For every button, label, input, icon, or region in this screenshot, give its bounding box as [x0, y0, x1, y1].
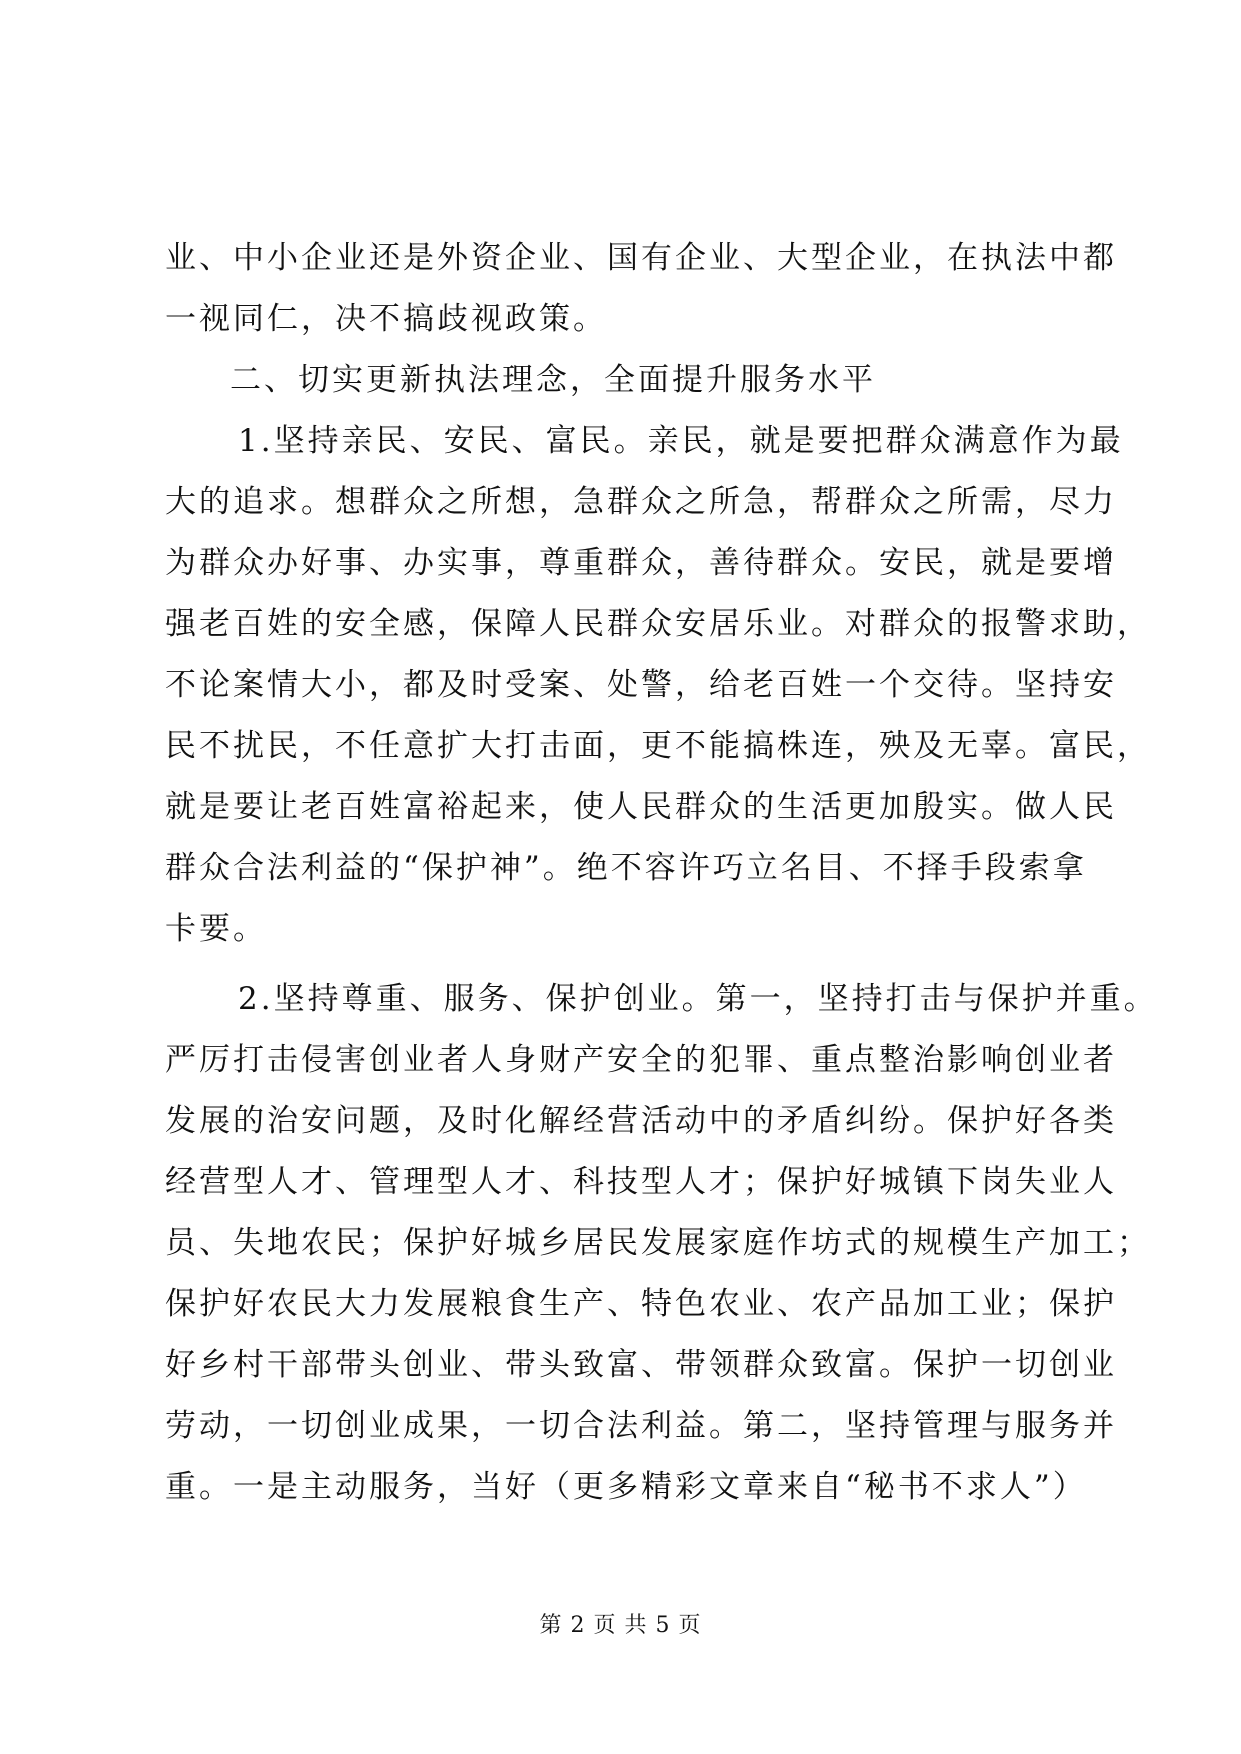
page-number-footer: 第 2 页 共 5 页 — [539, 1613, 702, 1638]
paragraph-1-line: 大的追求。想群众之所想，急群众之所急，帮群众之所需，尽力 — [165, 484, 1117, 520]
paragraph-1 — [165, 411, 1151, 960]
paragraph-1-line: 群众合法利益的“保护神”。绝不容许巧立名目、不择手段索拿 — [165, 850, 1087, 886]
paragraph-2-line: 重。一是主动服务，当好（更多精彩文章来自“秘书不求人”） — [165, 1469, 1087, 1505]
paragraph-1-line: 不论案情大小，都及时受案、处警，给老百姓一个交待。坚持安 — [165, 667, 1117, 703]
paragraph-1-line: 为群众办好事、办实事，尊重群众，善待群众。安民，就是要增 — [165, 545, 1117, 581]
paragraph-1-line: 强老百姓的安全感，保障人民群众安居乐业。对群众的报警求助， — [165, 606, 1151, 642]
paragraph-2-line: 经营型人才、管理型人才、科技型人才；保护好城镇下岗失业人 — [165, 1164, 1117, 1200]
section-heading: 二、切实更新执法理念，全面提升服务水平 — [230, 362, 876, 398]
paragraph-2-line: 员、失地农民；保护好城乡居民发展家庭作坊式的规模生产加工； — [165, 1225, 1151, 1261]
paragraph-1-line: 民不扰民，不任意扩大打击面，更不能搞株连，殃及无辜。富民， — [165, 728, 1151, 764]
paragraph-gap — [165, 960, 1085, 969]
paragraph-1-line: 卡要。 — [165, 911, 267, 947]
paragraph-2-line: 严厉打击侵害创业者人身财产安全的犯罪、重点整治影响创业者 — [165, 1042, 1117, 1078]
paragraph-2-line: 发展的治安问题，及时化解经营活动中的矛盾纠纷。保护好各类 — [165, 1103, 1117, 1139]
document-body — [165, 228, 1158, 1518]
paragraph-2 — [165, 969, 1158, 1518]
paragraph-2-line: 劳动，一切创业成果，一切合法利益。第二，坚持管理与服务并 — [165, 1408, 1117, 1444]
paragraph-1-line: 1.坚持亲民、安民、富民。亲民，就是要把群众满意作为最 — [238, 423, 1124, 459]
continuation-line-2: 一视同仁，决不搞歧视政策。 — [165, 301, 607, 337]
paragraph-2-line: 好乡村干部带头创业、带头致富、带领群众致富。保护一切创业 — [165, 1347, 1117, 1383]
paragraph-2-line: 2.坚持尊重、服务、保护创业。第一，坚持打击与保护并重。 — [238, 981, 1158, 1017]
paragraph-2-line: 保护好农民大力发展粮食生产、特色农业、农产品加工业；保护 — [165, 1286, 1117, 1322]
paragraph-1-line: 就是要让老百姓富裕起来，使人民群众的生活更加殷实。做人民 — [165, 789, 1117, 825]
continuation-line-1: 业、中小企业还是外资企业、国有企业、大型企业，在执法中都 — [165, 240, 1117, 276]
